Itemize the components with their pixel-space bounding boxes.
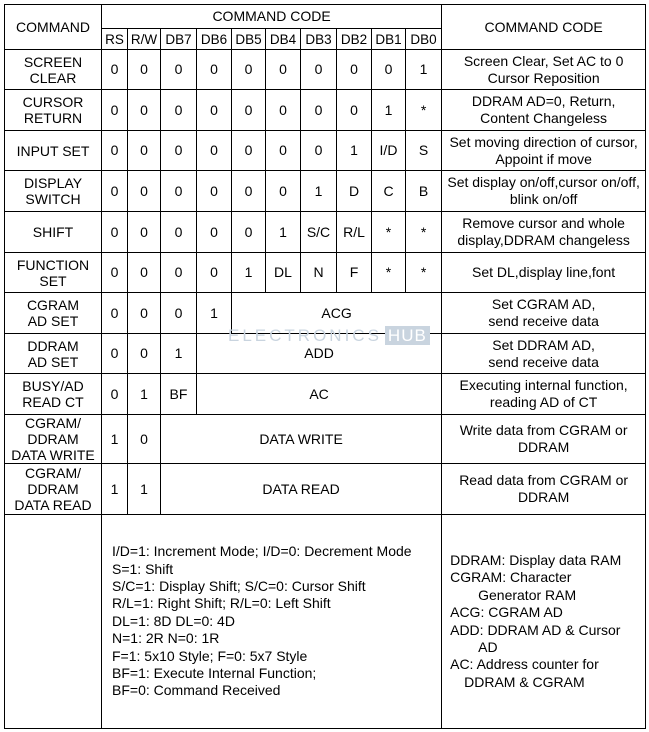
bit-cell: 0 (102, 374, 128, 415)
bit-cell: 0 (301, 90, 337, 131)
bit-cell: 0 (102, 171, 128, 212)
bit-cell: 0 (232, 50, 266, 90)
command-description (442, 374, 646, 415)
bit-cell: 0 (128, 131, 161, 171)
command-name (5, 50, 102, 90)
line: RETURN (23, 110, 83, 126)
line: send receive data (488, 313, 599, 329)
description-header: COMMAND CODE (442, 5, 646, 50)
bit-cell: * (406, 253, 442, 293)
bit-header-rw: R/W (128, 29, 161, 50)
line: send receive data (488, 353, 599, 370)
line: AD SET (27, 353, 79, 370)
bit-cell: * (406, 90, 442, 131)
bit-cell: 0 (102, 293, 128, 334)
line: SCREEN (23, 53, 83, 70)
line: Write data from CGRAM or (459, 422, 628, 438)
line: DDRAM (27, 431, 79, 447)
watermark-logo: ELECTRONICS HUB (228, 326, 430, 346)
command-description (442, 212, 646, 253)
line: DISPLAY (23, 175, 83, 191)
bit-cell: 0 (266, 50, 301, 90)
bit-cell: 0 (372, 50, 406, 90)
bit-span-cell: DATA WRITE (161, 415, 442, 464)
table-row (5, 171, 646, 212)
bit-cell: * (406, 212, 442, 253)
bit-span-cell: AC (197, 374, 442, 415)
line: Set DDRAM AD, (492, 336, 595, 353)
bit-cell: * (372, 253, 406, 293)
line: CURSOR (22, 94, 84, 110)
bit-cell: 1 (337, 131, 372, 171)
bit-cell: N (301, 253, 337, 293)
command-table (4, 4, 646, 729)
bit-cell: 0 (128, 334, 161, 374)
table-row (5, 131, 646, 171)
bit-header-db3: DB3 (301, 29, 337, 50)
bit-cell: 0 (197, 171, 232, 212)
bit-cell: 0 (337, 50, 372, 90)
abbreviation-line: DDRAM: Display data RAM (450, 551, 622, 568)
command-description (442, 50, 646, 90)
line: Read data from CGRAM or (459, 472, 629, 488)
line: SET (39, 272, 67, 289)
bit-cell: 0 (128, 90, 161, 131)
line: DDRAM AD=0, Return, (471, 93, 616, 109)
line: Appoint if move (495, 150, 592, 167)
bit-cell: 0 (266, 131, 301, 171)
legend-line: BF=1: Execute Internal Function; (112, 665, 317, 682)
line: Set CGRAM AD, (491, 296, 596, 312)
bit-span-cell: ADD (197, 334, 442, 374)
bit-cell: 0 (232, 90, 266, 131)
abbreviation-line: ADD: DDRAM AD & Cursor (450, 621, 621, 638)
line: Content Changeless (480, 110, 608, 126)
table-row (5, 90, 646, 131)
bit-cell: S (406, 131, 442, 171)
bit-cell: 0 (232, 171, 266, 212)
line: INPUT SET (16, 142, 90, 159)
bit-cell: 0 (232, 131, 266, 171)
line: reading AD of CT (489, 394, 598, 410)
table-row (5, 334, 646, 374)
line: Cursor Reposition (487, 69, 600, 86)
bit-cell: 1 (102, 415, 128, 464)
command-description (442, 90, 646, 131)
bit-cell: I/D (372, 131, 406, 171)
bit-cell: 0 (102, 131, 128, 171)
bit-cell: 0 (301, 131, 337, 171)
bit-cell: 1 (266, 212, 301, 253)
empty-cell (5, 515, 102, 729)
command-description (442, 131, 646, 171)
line: DDRAM (27, 337, 79, 354)
command-name (5, 253, 102, 293)
legend-line: I/D=1: Increment Mode; I/D=0: Decrement Mode (112, 543, 412, 560)
bit-cell: * (372, 212, 406, 253)
bit-cell: 0 (161, 50, 197, 90)
command-name (5, 374, 102, 415)
bit-cell: 1 (161, 334, 197, 374)
line: CLEAR (29, 69, 77, 86)
command-description (442, 253, 646, 293)
command-name (5, 415, 102, 464)
bit-cell: 1 (406, 50, 442, 90)
command-name (5, 212, 102, 253)
command-name (5, 464, 102, 515)
bit-cell: 1 (232, 253, 266, 293)
line: blink on/off (509, 191, 578, 207)
line: FUNCTION (16, 256, 90, 273)
line: display,DDRAM changeless (457, 232, 630, 248)
abbreviation-line: CGRAM: Character (450, 569, 572, 586)
bit-cell: 0 (161, 293, 197, 334)
legend-line: R/L=1: Right Shift; R/L=0: Left Shift (112, 595, 331, 612)
bit-header-db6: DB6 (197, 29, 232, 50)
abbreviation-line: Generator RAM (478, 586, 577, 603)
table-row (5, 253, 646, 293)
bit-cell: 1 (197, 293, 232, 334)
abbreviation-legend (442, 515, 646, 729)
bit-cell: 0 (266, 90, 301, 131)
bit-header-db0: DB0 (406, 29, 442, 50)
legend-line: DL=1: 8D DL=0: 4D (112, 612, 235, 629)
bit-cell: 1 (102, 464, 128, 515)
abbreviation-line: DDRAM & CGRAM (464, 673, 585, 690)
line: SHIFT (32, 224, 74, 240)
line: Set moving direction of cursor, (449, 133, 638, 150)
bit-cell: 0 (102, 212, 128, 253)
legend-line: BF=0: Command Received (112, 682, 281, 699)
command-header: COMMAND (5, 5, 102, 50)
legend-line: S=1: Shift (112, 560, 174, 577)
bit-cell: 0 (102, 50, 128, 90)
bit-cell: D (337, 171, 372, 212)
command-description (442, 464, 646, 515)
command-name (5, 334, 102, 374)
line: Remove cursor and whole (462, 215, 625, 231)
bit-cell: 0 (337, 90, 372, 131)
bit-cell: 0 (161, 90, 197, 131)
bit-cell: 1 (128, 374, 161, 415)
line: DATA READ (14, 497, 92, 513)
bit-cell: 1 (372, 90, 406, 131)
bit-cell: 0 (161, 212, 197, 253)
bit-header-db5: DB5 (232, 29, 266, 50)
table-row (5, 374, 646, 415)
command-description (442, 293, 646, 334)
line: DDRAM (27, 481, 79, 497)
line: CGRAM (26, 297, 80, 313)
bit-cell: 0 (102, 253, 128, 293)
bit-span-cell: DATA READ (161, 464, 442, 515)
bit-cell: 0 (102, 90, 128, 131)
bit-cell: F (337, 253, 372, 293)
bit-cell: R/L (337, 212, 372, 253)
bit-cell: 0 (197, 90, 232, 131)
line: AD SET (27, 313, 79, 329)
command-name (5, 293, 102, 334)
bit-cell: 0 (128, 415, 161, 464)
line: CGRAM/ (25, 415, 81, 431)
bit-cell: 0 (102, 334, 128, 374)
table-row (5, 50, 646, 90)
command-name (5, 171, 102, 212)
bit-cell: C (372, 171, 406, 212)
bit-cell: 0 (266, 171, 301, 212)
line: DDRAM (517, 489, 570, 505)
bit-cell: 1 (128, 464, 161, 515)
command-description (442, 334, 646, 374)
command-description (442, 171, 646, 212)
command-name (5, 90, 102, 131)
bit-cell: 0 (128, 50, 161, 90)
bit-header-db7: DB7 (161, 29, 197, 50)
legend-line: F=1: 5x10 Style; F=0: 5x7 Style (112, 647, 308, 664)
line: Screen Clear, Set AC to 0 (463, 52, 624, 69)
line: SWITCH (25, 191, 81, 207)
line: Set DL,display line,font (472, 264, 616, 280)
line: BUSY/AD (22, 378, 84, 394)
legend-line: S/C=1: Display Shift; S/C=0: Cursor Shift (112, 577, 366, 594)
bit-legend (102, 515, 442, 729)
table-row (5, 212, 646, 253)
bit-cell: 0 (197, 253, 232, 293)
bit-header-rs: RS (102, 29, 128, 50)
abbreviation-line: ACG: CGRAM AD (450, 604, 563, 621)
table-row (5, 464, 646, 515)
bit-span-cell: ACG (232, 293, 442, 334)
line: CGRAM/ (25, 465, 81, 481)
bit-header-db2: DB2 (337, 29, 372, 50)
bit-cell: 0 (128, 171, 161, 212)
bit-cell: DL (266, 253, 301, 293)
bit-cell: 0 (197, 131, 232, 171)
bit-cell: 0 (232, 212, 266, 253)
command-name (5, 131, 102, 171)
table-row (5, 415, 646, 464)
abbreviation-line: AD (478, 638, 498, 655)
bit-cell: 0 (161, 253, 197, 293)
bit-cell: 0 (128, 212, 161, 253)
bit-cell: 1 (301, 171, 337, 212)
line: READ CT (22, 394, 84, 410)
bit-cell: 0 (301, 50, 337, 90)
bit-cell: 0 (161, 131, 197, 171)
bit-cell: 0 (128, 293, 161, 334)
bit-cell: S/C (301, 212, 337, 253)
bit-header-db1: DB1 (372, 29, 406, 50)
command-description (442, 415, 646, 464)
command-code-header: COMMAND CODE (102, 5, 442, 29)
bit-header-db4: DB4 (266, 29, 301, 50)
line: DATA WRITE (11, 447, 95, 463)
bit-cell: BF (161, 374, 197, 415)
bit-cell: 0 (128, 253, 161, 293)
notes-row (5, 515, 646, 729)
bit-cell: 0 (197, 212, 232, 253)
table-row (5, 293, 646, 334)
line: Executing internal function, (459, 377, 628, 393)
abbreviation-line: AC: Address counter for (450, 656, 599, 673)
bit-cell: B (406, 171, 442, 212)
bit-cell: 0 (197, 50, 232, 90)
line: Set display on/off,cursor on/off, (447, 174, 640, 190)
legend-line: N=1: 2R N=0: 1R (112, 630, 220, 647)
line: DDRAM (517, 439, 570, 455)
bit-cell: 0 (161, 171, 197, 212)
